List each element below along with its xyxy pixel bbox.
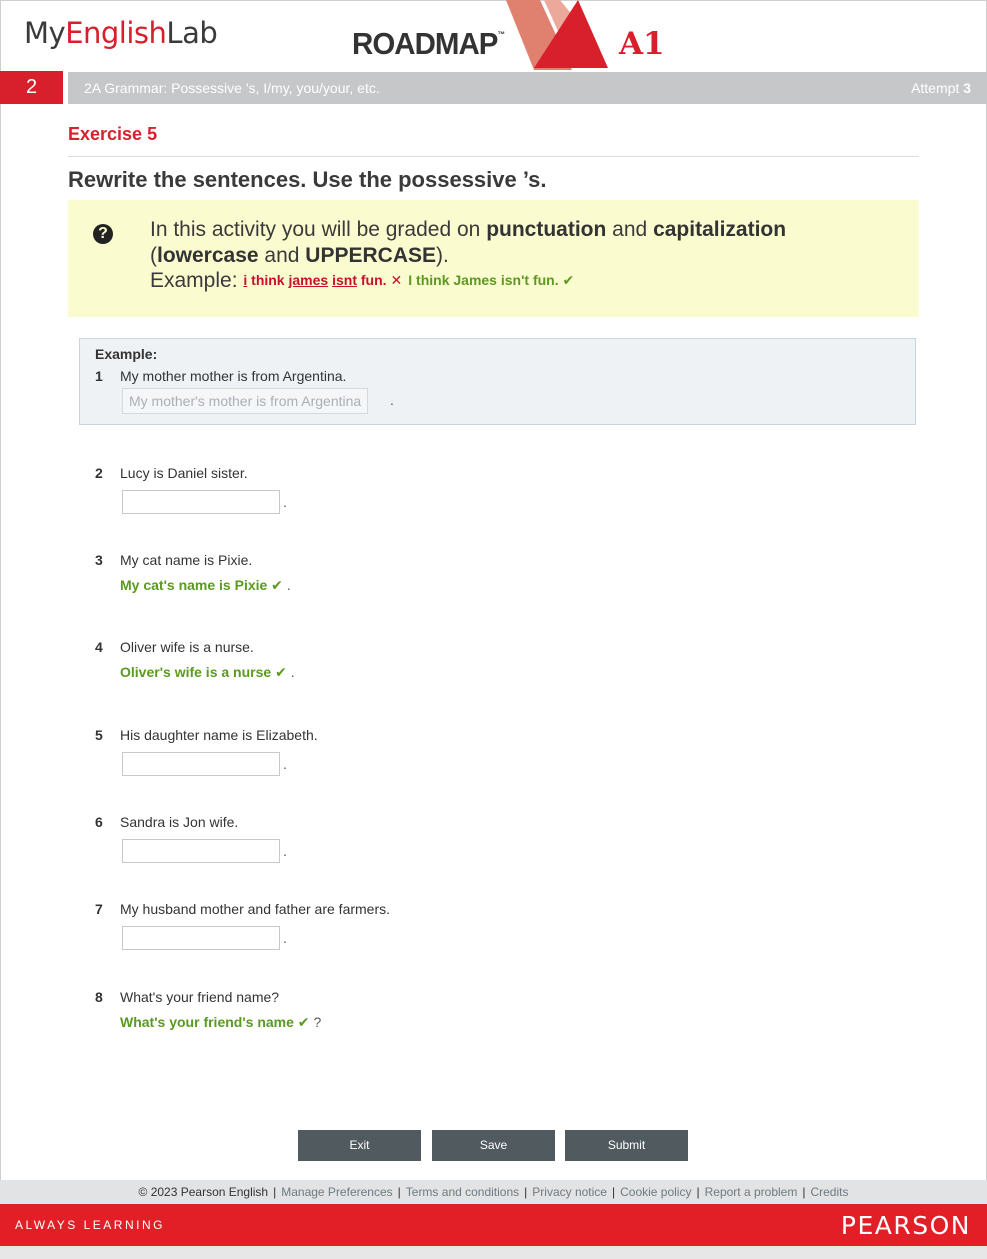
activity-title-bar — [68, 72, 987, 104]
divider — [68, 156, 919, 157]
item-sentence: What's your friend name? — [120, 989, 280, 1005]
save-button[interactable]: Save — [432, 1130, 555, 1161]
item-sentence: My mother mother is from Argentina. — [120, 368, 347, 384]
item-punctuation: . — [283, 843, 287, 859]
item-punctuation: . — [390, 392, 394, 408]
footer-links: © 2023 Pearson English | Manage Preferences | Terms and conditions | Privacy notice | Cookie policy | Report a problem | Credits — [0, 1180, 987, 1204]
item-number: 8 — [95, 989, 103, 1005]
question-item-8 — [95, 989, 895, 1049]
question-item-7 — [95, 901, 895, 961]
item-sentence: My cat name is Pixie. — [120, 552, 253, 568]
notice-line-1: In this activity you will be graded on punctuation and capitalization — [150, 218, 787, 241]
item-number: 4 — [95, 639, 103, 655]
exit-button[interactable]: Exit — [298, 1130, 421, 1161]
copyright: © 2023 Pearson English — [138, 1185, 269, 1199]
terms-link[interactable]: Terms and conditions — [405, 1185, 520, 1199]
item-number: 7 — [95, 901, 103, 917]
question-item-6 — [95, 814, 895, 874]
footer-bottom-strip — [0, 1246, 987, 1259]
question-item-2 — [95, 465, 895, 525]
example-label: Example: — [95, 346, 158, 362]
example-right-answer: I think James isn't fun. ✔ — [408, 272, 575, 288]
correct-answer: My cat's name is Pixie ✔ . — [120, 577, 291, 593]
cross-icon: ✕ — [390, 272, 403, 288]
item-sentence: My husband mother and father are farmers. — [120, 901, 391, 917]
item-punctuation: . — [283, 494, 287, 510]
item-sentence: His daughter name is Elizabeth. — [120, 727, 318, 743]
pearson-logo: PEARSON — [840, 1211, 971, 1240]
item-punctuation: . — [283, 930, 287, 946]
answer-input-7[interactable] — [122, 926, 280, 950]
answer-input-6[interactable] — [122, 839, 280, 863]
unit-number: 2 — [0, 71, 63, 104]
example-box — [79, 338, 916, 425]
level-badge: A1 — [619, 26, 665, 62]
question-circle-icon: ? — [93, 224, 113, 244]
exercise-title: Exercise 5 — [68, 124, 158, 144]
cookie-policy-link[interactable]: Cookie policy — [620, 1185, 692, 1199]
item-punctuation: . — [283, 756, 287, 772]
privacy-link[interactable]: Privacy notice — [532, 1185, 607, 1199]
exercise-instruction: Rewrite the sentences. Use the possessive ’s. — [68, 167, 547, 192]
notice-line-2: (lowercase and UPPERCASE). — [150, 244, 449, 267]
attempt-indicator: Attempt 3 — [911, 80, 971, 96]
notice-example: Example: i think james isnt fun. ✕ I think James isn't fun. ✔ — [150, 269, 575, 292]
question-item-4 — [95, 639, 895, 699]
question-item-3 — [95, 552, 895, 612]
question-item-5 — [95, 727, 895, 787]
item-sentence: Sandra is Jon wife. — [120, 814, 239, 830]
item-number: 2 — [95, 465, 103, 481]
submit-button[interactable]: Submit — [565, 1130, 688, 1161]
item-number: 6 — [95, 814, 103, 830]
activity-title: 2A Grammar: Possessive 's, I/my, you/your, etc. — [84, 80, 380, 96]
item-number: 3 — [95, 552, 103, 568]
roadmap-logo: ROADMAP™ — [352, 26, 505, 61]
report-problem-link[interactable]: Report a problem — [704, 1185, 798, 1199]
manage-preferences-link[interactable]: Manage Preferences — [281, 1185, 393, 1199]
credits-link[interactable]: Credits — [810, 1185, 849, 1199]
myenglishlab-logo: MyEnglishLab — [24, 16, 218, 50]
correct-answer: Oliver's wife is a nurse ✔ . — [120, 664, 295, 680]
footer-brand-bar — [0, 1204, 987, 1246]
answer-input-5[interactable] — [122, 752, 280, 776]
correct-answer: What's your friend's name ✔ ? — [120, 1014, 322, 1030]
grading-notice — [68, 200, 919, 317]
answer-input-2[interactable] — [122, 490, 280, 514]
always-learning-tagline: ALWAYS LEARNING — [15, 1218, 165, 1232]
example-wrong-answer: i think james isnt fun. — [243, 272, 387, 288]
item-number: 1 — [95, 368, 103, 384]
item-number: 5 — [95, 727, 103, 743]
roadmap-triangle-icon — [500, 0, 612, 70]
item-sentence: Oliver wife is a nurse. — [120, 639, 254, 655]
example-answer-field: My mother's mother is from Argentina — [122, 388, 368, 414]
item-sentence: Lucy is Daniel sister. — [120, 465, 248, 481]
